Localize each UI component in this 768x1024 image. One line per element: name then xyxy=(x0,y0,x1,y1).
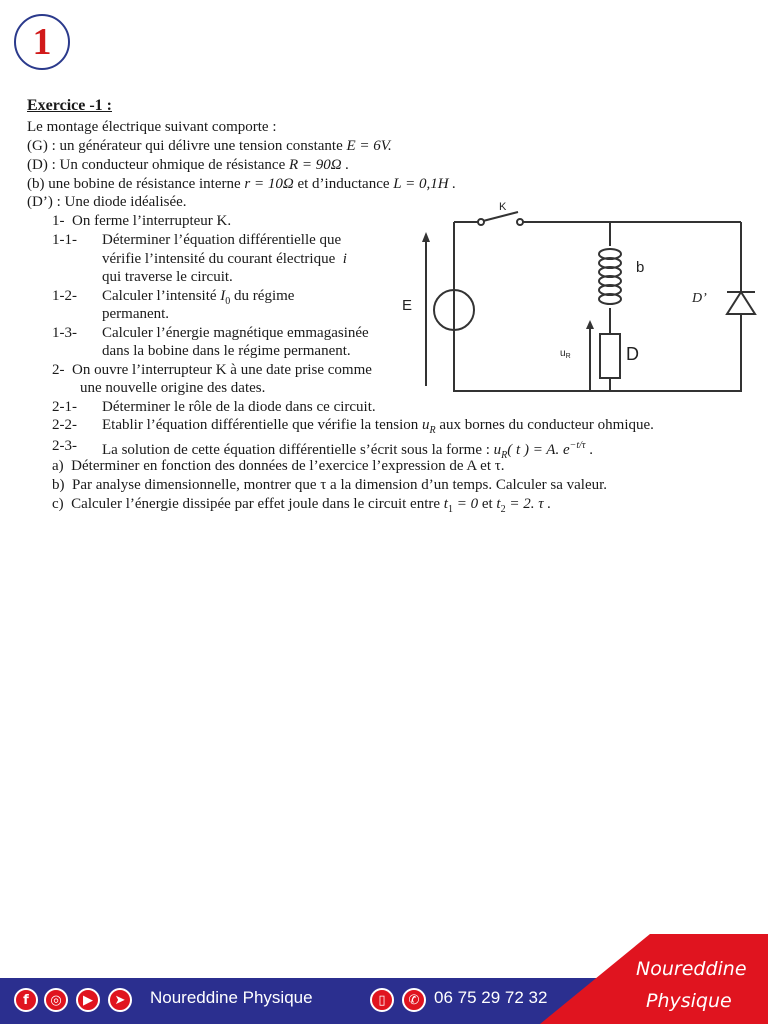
question-c-number: c) xyxy=(52,496,64,512)
component-coil xyxy=(27,175,456,193)
question-2-2-text-a: Etablir l’équation différentielle que vérifie la tension xyxy=(102,417,419,433)
formula-end: . xyxy=(589,442,594,458)
generator-equation: E = 6V. xyxy=(346,138,392,154)
question-2-1-text: Déterminer le rôle de la diode dans ce circuit. xyxy=(102,399,376,415)
t1-variable: t xyxy=(443,496,448,512)
component-diode: (D’) : Une diode idéalisée. xyxy=(27,194,187,210)
question-a xyxy=(52,457,505,475)
telegram-icon[interactable]: ➤ xyxy=(108,988,132,1012)
t2-variable: t xyxy=(496,496,501,512)
question-1-1-line2 xyxy=(102,250,347,268)
switch-right-contact xyxy=(517,219,523,225)
question-2-3-text-a: La solution de cette équation différentielle s’écrit sous la forme : xyxy=(102,442,490,458)
switch-left-contact xyxy=(478,219,484,225)
exercise-title: Exercice -1 : xyxy=(27,97,112,114)
footer-phone: 06 75 29 72 32 xyxy=(434,988,548,1007)
t1-value: = 0 xyxy=(456,496,479,512)
question-2-2-number: 2-2- xyxy=(52,417,77,433)
question-1-3-number: 1-3- xyxy=(52,325,77,341)
diode-label: D’ xyxy=(692,291,707,306)
circuit-diagram xyxy=(398,196,768,408)
t2-value: = 2. τ . xyxy=(509,496,552,512)
diode-triangle xyxy=(727,292,755,314)
ur-variable: u xyxy=(422,417,430,433)
coil-mid-text: et d’inductance xyxy=(297,176,390,192)
switch-blade xyxy=(483,212,518,221)
coil-inductance: L = 0,1H . xyxy=(393,176,457,192)
coil-label: b xyxy=(636,259,645,276)
question-1-text: On ferme l’interrupteur K. xyxy=(72,213,232,229)
generator-label: E xyxy=(402,297,413,314)
ur-label xyxy=(560,348,571,360)
question-b-text: Par analyse dimensionnelle, montrer que τ a la dimension d’un temps. Calculer sa valeur. xyxy=(72,477,608,493)
switch-label: K xyxy=(499,201,507,213)
wire-loop xyxy=(454,222,741,391)
current-variable: i xyxy=(342,251,347,267)
formula-ur: u xyxy=(493,442,502,458)
question-1-number: 1- xyxy=(52,213,65,229)
question-c-text: Calculer l’énergie dissipée par effet joule dans le circuit entre xyxy=(71,496,441,512)
ur-label-sub: R xyxy=(565,353,571,360)
question-1-1-line1: Déterminer l’équation différentielle que xyxy=(102,232,342,248)
question-2-line1: On ouvre l’interrupteur K à une date prise comme xyxy=(72,362,372,378)
question-2-1-number: 2-1- xyxy=(52,399,77,415)
question-1-2-line2: permanent. xyxy=(102,306,170,322)
generator-arrow-head xyxy=(422,232,430,242)
generator-text: (G) : un générateur qui délivre une tension constante xyxy=(27,138,343,154)
resistor-symbol xyxy=(600,334,620,378)
resistor-text: (D) : Un conducteur ohmique de résistance xyxy=(27,157,286,173)
question-2-number: 2- xyxy=(52,362,65,378)
coil-text: (b) une bobine de résistance interne xyxy=(27,176,241,192)
brand-line1: Noureddine xyxy=(636,958,747,980)
question-1-3-line2: dans la bobine dans le régime permanent. xyxy=(102,343,351,359)
youtube-icon[interactable]: ▶ xyxy=(76,988,100,1012)
question-c xyxy=(52,495,551,519)
question-b-number: b) xyxy=(52,477,65,493)
resistor-label: D xyxy=(626,344,639,364)
question-1-3-line1: Calculer l’énergie magnétique emmagasinée xyxy=(102,325,369,341)
ur-subscript: R xyxy=(429,425,436,436)
i0-variable: I xyxy=(220,288,226,304)
instagram-icon[interactable]: ◎ xyxy=(44,988,68,1012)
question-2-line2: une nouvelle origine des dates. xyxy=(80,380,266,396)
facebook-icon[interactable]: f xyxy=(14,988,38,1012)
ur-arrow-head xyxy=(586,320,594,329)
phone-icon[interactable]: ▯ xyxy=(370,988,394,1012)
question-b xyxy=(52,476,607,494)
question-1-1-line3: qui traverse le circuit. xyxy=(102,269,233,285)
ur-label-main: u xyxy=(560,348,566,359)
question-2-2-text-b: aux bornes du conducteur ohmique. xyxy=(439,417,654,433)
question-1-1-number: 1-1- xyxy=(52,232,77,248)
question-c-mid: et xyxy=(481,496,493,512)
formula-ur-subscript: R xyxy=(501,450,508,461)
t1-subscript: 1 xyxy=(447,504,453,515)
footer xyxy=(0,958,768,1024)
question-1-1-line2-text: vérifie l’intensité du courant électrique xyxy=(102,251,336,267)
footer-name: Noureddine Physique xyxy=(150,988,313,1007)
question-1 xyxy=(52,212,231,230)
question-1-2-text-b: du régime xyxy=(234,288,295,304)
question-a-text: Déterminer en fonction des données de l’exercice l’expression de A et τ. xyxy=(71,458,505,474)
intro-text: Le montage électrique suivant comporte : xyxy=(27,119,277,135)
resistor-equation: R = 90Ω . xyxy=(289,157,350,173)
t2-subscript: 2 xyxy=(500,504,506,515)
page-number: 1 xyxy=(14,14,70,70)
question-2 xyxy=(52,361,372,379)
coil-resistance: r = 10Ω xyxy=(244,176,294,192)
question-a-number: a) xyxy=(52,458,64,474)
brand-line2: Physique xyxy=(646,990,732,1012)
formula-rest: ( t ) = A. e xyxy=(507,442,570,458)
component-resistor xyxy=(27,156,349,174)
i0-subscript: 0 xyxy=(225,296,231,307)
formula-exponent: −t/τ xyxy=(569,440,586,451)
component-generator xyxy=(27,137,392,155)
whatsapp-icon[interactable]: ✆ xyxy=(402,988,426,1012)
coil-symbol xyxy=(599,249,621,304)
question-1-2-number: 1-2- xyxy=(52,288,77,304)
question-1-2-text: Calculer l’intensité xyxy=(102,288,217,304)
question-2-3-number: 2-3- xyxy=(52,438,77,454)
